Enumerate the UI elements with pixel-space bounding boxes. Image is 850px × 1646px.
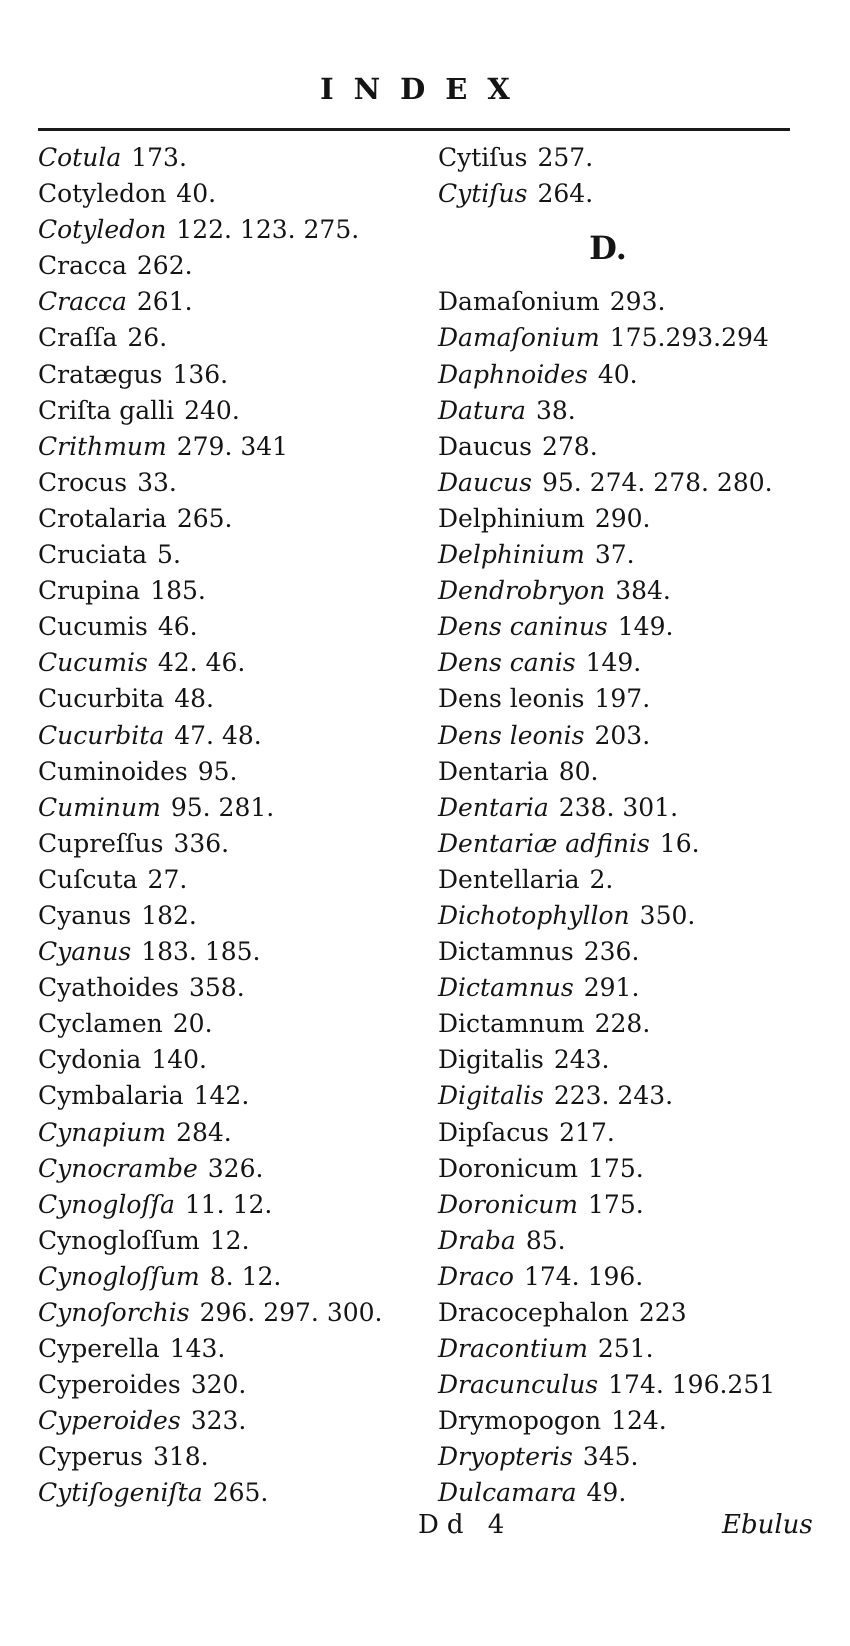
- index-pages: 290.: [594, 503, 651, 533]
- index-entry: [38, 1187, 418, 1223]
- index-term: Crocus: [38, 467, 128, 497]
- index-term: Cynogloſſum: [38, 1261, 200, 1291]
- index-term: Dens leonis: [438, 684, 585, 714]
- index-entry: [438, 429, 838, 465]
- index-pages: 173.: [131, 143, 187, 172]
- index-term: Draco: [438, 1261, 514, 1291]
- section-letter: D.: [589, 229, 627, 268]
- index-entry: [38, 176, 418, 212]
- index-entry: [38, 754, 418, 790]
- index-term: Cyperoides: [38, 1406, 181, 1436]
- index-pages: 291.: [583, 973, 640, 1003]
- signature-mark: Dd 4: [418, 1510, 513, 1540]
- index-pages: 16.: [659, 828, 700, 858]
- index-pages: 175.: [588, 1153, 644, 1183]
- index-term: Cymbalaria: [38, 1081, 184, 1111]
- index-pages: 48.: [174, 684, 214, 714]
- index-term: Cratægus: [38, 359, 163, 389]
- index-entry: [438, 1331, 838, 1367]
- index-term: Doronicum: [438, 1189, 579, 1219]
- index-pages: 320.: [190, 1370, 247, 1400]
- index-term: Drymopogon: [438, 1406, 602, 1436]
- index-term: Cucumis: [38, 648, 148, 678]
- index-entry: [38, 357, 418, 393]
- index-pages: 183. 185.: [141, 937, 261, 967]
- index-term: Dracontium: [438, 1334, 588, 1364]
- index-term: Cuminum: [38, 792, 161, 822]
- index-pages: 122. 123. 275.: [176, 215, 360, 245]
- index-pages: 217.: [559, 1117, 615, 1147]
- index-pages: 318.: [152, 1442, 209, 1472]
- index-pages: 203.: [594, 720, 651, 750]
- index-entry: [438, 537, 838, 573]
- index-entry: [38, 1259, 418, 1295]
- index-term: Cracca: [38, 251, 127, 281]
- index-pages: 8. 12.: [209, 1261, 282, 1291]
- index-pages: 251.: [597, 1334, 654, 1364]
- index-term: Delphinium: [438, 503, 585, 533]
- right-index-column: [438, 140, 838, 1512]
- index-term: Cyathoides: [38, 973, 179, 1003]
- index-term: Datura: [438, 395, 526, 425]
- index-entry: [38, 862, 418, 898]
- index-entry: [438, 1223, 838, 1259]
- index-pages: 33.: [137, 467, 177, 497]
- index-term: Cyperus: [38, 1442, 143, 1472]
- index-term: Dentariæ adfinis: [438, 828, 650, 858]
- header-rule: [38, 128, 790, 131]
- index-entry: [38, 1042, 418, 1078]
- index-entry: [438, 898, 838, 934]
- index-pages: 175.293.294: [609, 323, 769, 353]
- index-pages: 174. 196.251: [608, 1370, 776, 1400]
- index-pages: 140.: [151, 1045, 207, 1075]
- index-entry: [38, 934, 418, 970]
- index-term: Cynogloſſum: [38, 1225, 200, 1255]
- index-entry: [438, 1078, 838, 1114]
- index-pages: 296. 297. 300.: [199, 1298, 383, 1327]
- index-term: Dracocephalon: [438, 1298, 629, 1327]
- index-pages: 240.: [184, 395, 240, 425]
- index-term: Damaſonium: [438, 287, 600, 317]
- index-entry: [38, 1223, 418, 1259]
- index-entry: [38, 320, 418, 356]
- index-entry: [438, 645, 838, 681]
- index-entry: [38, 645, 418, 681]
- catchword: Ebulus: [722, 1510, 813, 1540]
- index-entry: [38, 1006, 418, 1042]
- index-pages: 124.: [611, 1406, 667, 1436]
- index-pages: 223. 243.: [553, 1081, 674, 1111]
- index-entry: [38, 898, 418, 934]
- index-pages: 336.: [173, 828, 230, 858]
- index-term: Dulcamara: [438, 1478, 577, 1508]
- index-pages: 2.: [589, 864, 614, 894]
- index-term: Crupina: [38, 576, 141, 606]
- index-pages: 42. 46.: [157, 648, 246, 678]
- index-term: Delphinium: [438, 540, 585, 570]
- index-pages: 85.: [525, 1225, 566, 1255]
- left-index-column: [38, 140, 418, 1512]
- index-pages: 20.: [172, 1009, 213, 1039]
- index-pages: 136.: [172, 359, 229, 389]
- index-pages: 49.: [586, 1478, 627, 1508]
- index-term: Cytiſus: [438, 143, 528, 172]
- index-term: Crotalaria: [38, 503, 167, 533]
- index-entry: [38, 537, 418, 573]
- index-term: Cracca: [38, 287, 127, 317]
- index-entry: [38, 284, 418, 320]
- index-pages: 284.: [176, 1117, 232, 1147]
- index-term: Dipſacus: [438, 1117, 550, 1147]
- index-entry: [438, 1042, 838, 1078]
- index-term: Cucurbita: [38, 684, 165, 714]
- index-entry: [438, 320, 838, 356]
- index-entry: [38, 1367, 418, 1403]
- index-entry: [438, 1475, 838, 1511]
- index-entry: [38, 1295, 418, 1331]
- index-term: Doronicum: [438, 1153, 579, 1183]
- index-entry: [38, 429, 418, 465]
- index-term: Cydonia: [38, 1045, 142, 1075]
- index-term: Dens caninus: [438, 612, 608, 642]
- index-term: Cyperella: [38, 1334, 160, 1364]
- index-term: Cynocrambe: [38, 1153, 198, 1183]
- index-entry: [438, 609, 838, 645]
- index-entry: [438, 1439, 838, 1475]
- index-pages: 265.: [176, 503, 233, 533]
- index-term: Cytiſogeniſta: [38, 1478, 203, 1508]
- index-term: Dendrobryon: [438, 576, 606, 606]
- index-pages: 228.: [594, 1009, 651, 1039]
- index-entry: [38, 1078, 418, 1114]
- index-entry: [38, 609, 418, 645]
- index-pages: 293.: [609, 287, 666, 317]
- index-pages: 149.: [617, 612, 674, 642]
- index-entry: [438, 176, 838, 212]
- index-term: Daphnoides: [438, 359, 588, 389]
- index-term: Digitalis: [438, 1081, 544, 1111]
- index-term: Dryopteris: [438, 1442, 573, 1472]
- index-pages: 149.: [585, 648, 642, 678]
- index-term: Crithmum: [38, 431, 167, 461]
- index-entry: [38, 1331, 418, 1367]
- index-term: Cyperoides: [38, 1370, 181, 1400]
- index-entry: [438, 573, 838, 609]
- index-entry: [38, 1475, 418, 1511]
- index-term: Cynogloſſa: [38, 1189, 175, 1219]
- index-entry: [438, 862, 838, 898]
- index-entry: [438, 790, 838, 826]
- index-entry: [438, 1367, 838, 1403]
- index-pages: 384.: [615, 576, 671, 606]
- index-entry: [38, 140, 418, 176]
- index-entry: [38, 573, 418, 609]
- index-pages: 238. 301.: [558, 792, 679, 822]
- index-pages: 174. 196.: [523, 1261, 644, 1291]
- index-entry: [38, 501, 418, 537]
- index-pages: 95. 274. 278. 280.: [541, 467, 773, 497]
- index-term: Cyclamen: [38, 1009, 163, 1039]
- index-pages: 265.: [212, 1478, 269, 1508]
- index-term: Cotula: [38, 143, 122, 172]
- index-term: Cynoſorchis: [38, 1298, 190, 1327]
- index-pages: 223: [638, 1298, 687, 1327]
- index-term: Dentellaria: [438, 864, 580, 894]
- index-term: Daucus: [438, 431, 532, 461]
- index-term: Dens canis: [438, 648, 576, 678]
- index-pages: 236.: [583, 937, 640, 967]
- index-pages: 27.: [147, 864, 188, 894]
- index-term: Craſſa: [38, 323, 118, 353]
- index-entry: [438, 826, 838, 862]
- index-term: Criſta galli: [38, 395, 175, 425]
- index-entry: [38, 1403, 418, 1439]
- page-title: INDEX: [320, 72, 530, 106]
- index-entry: [38, 1439, 418, 1475]
- index-pages: 350.: [639, 900, 696, 930]
- index-pages: 175.: [588, 1189, 644, 1219]
- index-term: Dictamnum: [438, 1009, 585, 1039]
- index-term: Cupreſſus: [38, 828, 164, 858]
- index-term: Digitalis: [438, 1045, 544, 1075]
- index-term: Dichotophyllon: [438, 900, 630, 930]
- index-pages: 278.: [541, 431, 598, 461]
- index-pages: 197.: [594, 684, 651, 714]
- index-pages: 262.: [136, 251, 193, 281]
- index-term: Cyanus: [38, 937, 132, 967]
- index-term: Cucurbita: [38, 720, 165, 750]
- index-entry: [438, 393, 838, 429]
- index-pages: 185.: [150, 576, 206, 606]
- index-term: Cotyledon: [38, 215, 167, 245]
- page-footer: [0, 1510, 850, 1550]
- index-pages: 279. 341: [176, 431, 289, 461]
- index-term: Dictamnus: [438, 937, 574, 967]
- index-term: Draba: [438, 1225, 516, 1255]
- index-entry: [438, 1259, 838, 1295]
- index-term: Cynapium: [38, 1117, 167, 1147]
- index-entry: [38, 718, 418, 754]
- index-entry: [38, 1115, 418, 1151]
- index-term: Daucus: [438, 467, 532, 497]
- index-entry: [438, 1151, 838, 1187]
- index-pages: 261.: [136, 287, 193, 317]
- index-pages: 26.: [127, 323, 168, 353]
- index-entry: [438, 754, 838, 790]
- index-pages: 257.: [537, 143, 594, 172]
- index-entry: [38, 1151, 418, 1187]
- index-pages: 5.: [157, 540, 181, 570]
- index-pages: 12.: [209, 1225, 250, 1255]
- index-entry: [438, 1295, 838, 1331]
- index-entry: [438, 140, 838, 176]
- index-entry: [38, 790, 418, 826]
- index-pages: 143.: [169, 1334, 226, 1364]
- index-pages: 358.: [188, 973, 245, 1003]
- index-entry: [438, 1187, 838, 1223]
- index-term: Dens leonis: [438, 720, 585, 750]
- index-term: Dentaria: [438, 756, 549, 786]
- index-entry: [38, 212, 418, 248]
- index-pages: 345.: [582, 1442, 639, 1472]
- index-entry: [38, 826, 418, 862]
- index-entry: [38, 465, 418, 501]
- index-term: Cruciata: [38, 540, 148, 570]
- index-term: Cytiſus: [438, 179, 528, 209]
- index-entry: [438, 465, 838, 501]
- index-pages: 264.: [537, 179, 594, 209]
- index-pages: 11. 12.: [184, 1189, 273, 1219]
- index-entry: [438, 1403, 838, 1439]
- index-term: Dracunculus: [438, 1370, 599, 1400]
- index-pages: 95.: [197, 756, 238, 786]
- index-term: Cotyledon: [38, 179, 167, 209]
- index-entry: [438, 718, 838, 754]
- index-pages: 326.: [207, 1153, 264, 1183]
- index-pages: 46.: [157, 612, 198, 642]
- index-pages: 243.: [553, 1045, 610, 1075]
- index-entry: [438, 1006, 838, 1042]
- index-pages: 37.: [594, 540, 635, 570]
- index-pages: 182.: [141, 900, 197, 930]
- index-pages: 95. 281.: [170, 792, 275, 822]
- index-entry: [438, 501, 838, 537]
- index-term: Damaſonium: [438, 323, 600, 353]
- index-entry: [438, 934, 838, 970]
- index-entry: [438, 681, 838, 717]
- index-term: Dictamnus: [438, 973, 574, 1003]
- index-pages: 323.: [190, 1406, 247, 1436]
- index-entry: [38, 681, 418, 717]
- index-pages: 142.: [193, 1081, 250, 1111]
- index-pages: 38.: [535, 395, 576, 425]
- index-entry: [38, 248, 418, 284]
- index-pages: 40.: [597, 359, 638, 389]
- index-term: Cuminoides: [38, 756, 188, 786]
- index-entry: [38, 970, 418, 1006]
- index-term: Dentaria: [438, 792, 549, 822]
- index-term: Cuſcuta: [38, 864, 138, 894]
- index-pages: 47. 48.: [174, 720, 262, 750]
- index-term: Cucumis: [38, 612, 148, 642]
- index-entry: [438, 1115, 838, 1151]
- index-entry: [438, 284, 838, 320]
- index-term: Cyanus: [38, 900, 132, 930]
- index-pages: 40.: [176, 179, 217, 209]
- index-entry: [438, 357, 838, 393]
- index-entry: [438, 970, 838, 1006]
- index-entry: [38, 393, 418, 429]
- index-pages: 80.: [558, 756, 599, 786]
